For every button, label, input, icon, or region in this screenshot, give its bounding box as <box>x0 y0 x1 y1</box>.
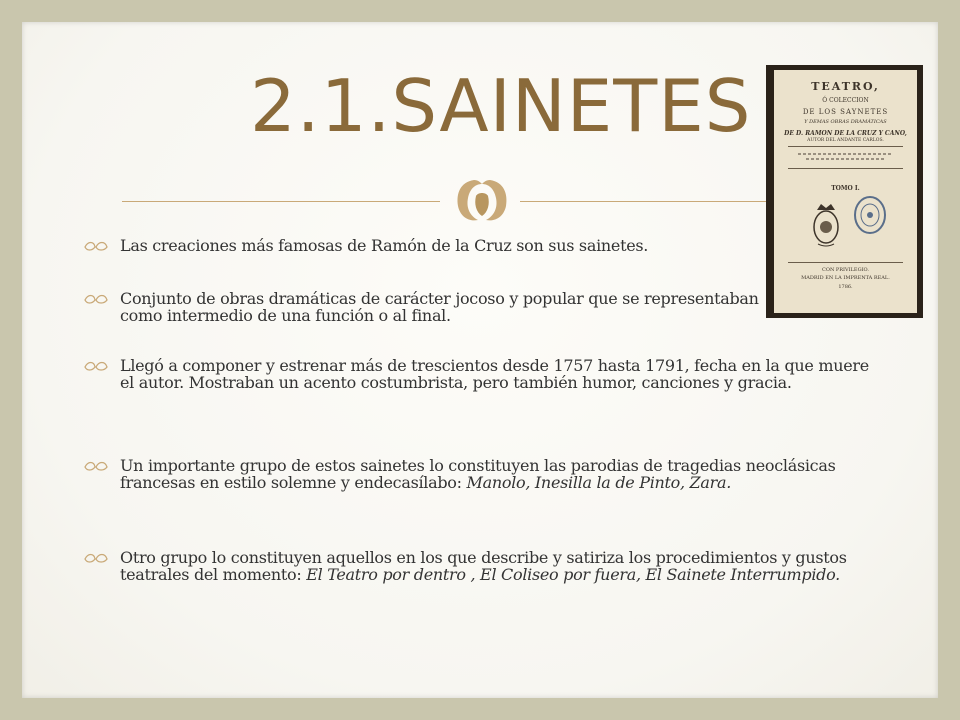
book-imprint: MADRID EN LA IMPRENTA REAL. <box>801 275 890 281</box>
double-leaf-bullet-icon <box>84 361 108 373</box>
book-rule-3 <box>788 262 903 263</box>
bullet-text: Conjunto de obras dramáticas de carácter jocoso y popular que se representaban como intermedio de una función o al final. <box>120 289 759 325</box>
double-leaf-bullet-icon <box>84 553 108 565</box>
book-rule-2 <box>788 168 903 169</box>
library-stamp-icon <box>853 195 887 235</box>
book-rule <box>788 146 903 147</box>
bullet-text: Las creaciones más famosas de Ramón de la Cruz son sus sainetes. <box>120 236 649 255</box>
bullet-text: Otro grupo lo constituyen aquellos en los que describe y satiriza los procedimientos y gustos teatrales del momento: El Teatro por dentro , El Coliseo por fuera, El Sainete Interrumpido. <box>120 548 847 584</box>
book-year: 1786. <box>838 284 853 290</box>
book-author-note: AUTOR DEL ANDANTE CARLOS. <box>807 138 884 143</box>
double-leaf-bullet-icon <box>84 461 108 473</box>
slide-title: 2.1.SAINETES <box>250 64 752 148</box>
book-cover-image <box>766 65 923 318</box>
book-motto-scribble <box>792 150 899 164</box>
double-leaf-bullet-icon <box>84 294 108 306</box>
book-collection: DE LOS SAYNETES <box>802 108 889 116</box>
bullet-text: Un importante grupo de estos sainetes lo constituyen las parodias de tragedias neoclásicas francesas en estilo solemne y endecasílabo: Manolo, Inesilla la de Pinto, Zara. <box>120 456 836 492</box>
title-rule-left <box>122 201 440 202</box>
book-author: DE D. RAMON DE LA CRUZ Y CANO, <box>784 130 907 137</box>
book-title-page <box>774 70 917 313</box>
title-rule-right <box>520 201 766 202</box>
book-privilege: CON PRIVILEGIO. <box>822 267 869 273</box>
decorative-flourish-icon <box>452 176 512 226</box>
royal-crest-icon <box>809 200 843 250</box>
bullet-text: Llegó a componer y estrenar más de trescientos desde 1757 hasta 1791, fecha en la que muere el autor. Mostraban un acento costumbrista, pero también humor, canciones y gracia. <box>120 356 869 392</box>
book-other-works: Y DEMAS OBRAS DRAMÁTICAS <box>804 119 887 125</box>
book-subtitle: Ó COLECCION <box>822 97 869 104</box>
book-title: TEATRO, <box>811 80 880 93</box>
book-volume: TOMO I. <box>831 185 860 192</box>
double-leaf-bullet-icon <box>84 241 108 253</box>
